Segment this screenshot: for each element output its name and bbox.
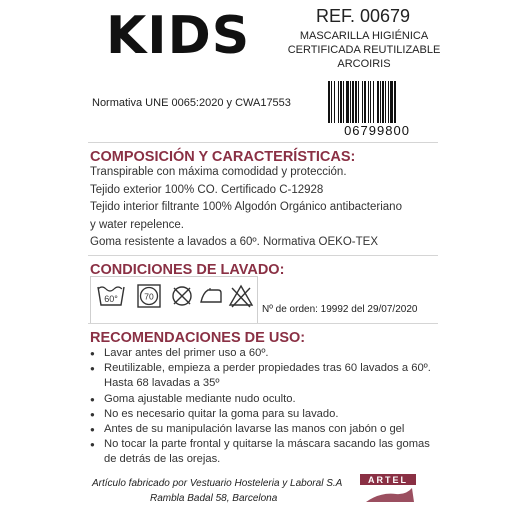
tumble-dry-70-icon [136,283,162,309]
divider [88,323,438,324]
list-item: ● Antes de su manipulación lavarse las manos con jabón o gel [90,422,435,437]
artel-logo [360,474,416,504]
reference-number: REF. 00679 [315,6,411,26]
divider [88,255,438,256]
wash-temp-label: 60° [104,294,118,304]
brand-title: KIDS [106,6,251,66]
composition-line: Tejido exterior 100% CO. Certificado C-12928 [90,183,324,196]
composition-line: y water repelence. [90,218,184,231]
composition-heading: COMPOSICIÓN Y CARACTERÍSTICAS: [90,149,356,165]
address-text: Rambla Badal 58, Barcelona [150,493,278,504]
dry-temp-label: 70 [144,291,154,302]
normative-text: Normativa UNE 0065:2020 y CWA17553 [92,97,291,109]
list-item: ● Goma ajustable mediante nudo oculto. [90,392,435,407]
composition-line: Goma resistente a lavados a 60º. Normativa OEKO-TEX [90,236,378,248]
recommendations-list [90,346,435,468]
list-item: ● Lavar antes del primer uso a 60º. [90,346,435,361]
order-number: Nº de orden: 19992 del 29/07/2020 [262,304,418,315]
product-line: ARCOIRIS [337,58,391,70]
list-item: ● Reutilizable, empieza a perder propiedades tras 60 lavados a 60º. Hasta 68 lavadas a 35º [90,361,435,391]
manufacturer-text: Artículo fabricado por Vestuario Hosteleria y Laboral S.A [92,478,343,489]
composition-text [90,164,470,252]
list-item: ● No tocar la parte frontal y quitarse la máscara sacando las gomas de detrás de las orejas. [90,437,435,467]
product-description [282,29,446,71]
recommendations-heading: RECOMENDACIONES DE USO: [90,330,306,346]
barcode-number: 06799800 [344,123,410,138]
wash-60-icon [96,283,126,309]
product-line: MASCARILLA HIGIÉNICA [299,30,429,42]
composition-line: Tejido interior filtrante 100% Algodón Orgánico antibacteriano [90,201,402,213]
washing-heading: CONDICIONES DE LAVADO: [90,262,285,278]
product-line: CERTIFICADA REUTILIZABLE [287,44,441,56]
barcode [328,81,426,123]
no-dry-clean-icon [170,284,194,308]
iron-icon [198,284,224,308]
divider [88,142,438,143]
list-item: ● No es necesario quitar la goma para su lavado. [90,407,435,422]
composition-line: Transpirable con máxima comodidad y protección. [90,166,347,178]
no-bleach-icon [228,283,254,309]
logo-text: ARTEL [368,475,408,485]
